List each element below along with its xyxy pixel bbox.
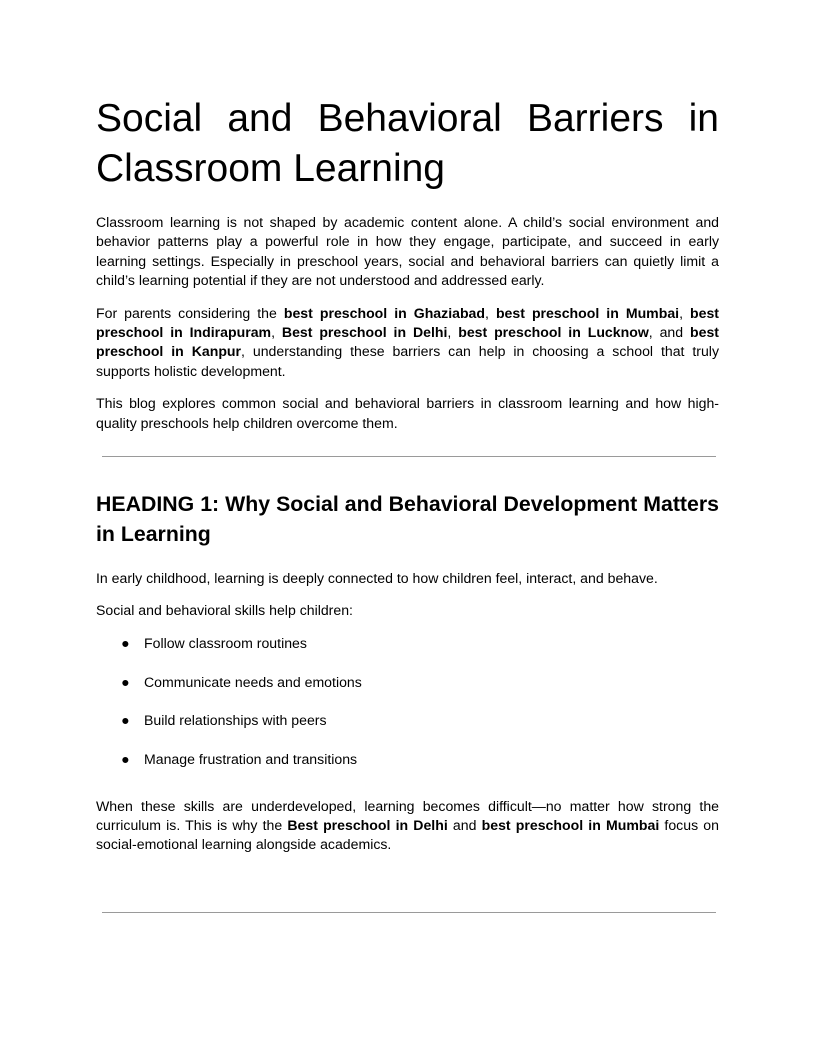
text-run: , <box>679 304 691 321</box>
keyword-lucknow: best preschool in Lucknow <box>458 324 649 341</box>
text-run: and <box>447 817 482 834</box>
bullet-icon: ● <box>121 712 130 729</box>
skills-list <box>96 634 719 770</box>
list-item-text: Follow classroom routines <box>144 634 307 651</box>
text-run: focus on social-emotional learning alongside academics. <box>96 817 719 853</box>
page-title: Social and Behavioral Barriers in Classroom Learning <box>96 97 719 190</box>
list-item <box>96 750 719 769</box>
keyword-mumbai: best preschool in Mumbai <box>495 304 680 321</box>
text-run: , <box>271 324 282 341</box>
bullet-icon: ● <box>121 673 130 690</box>
list-item-text: Manage frustration and transitions <box>144 751 358 768</box>
horizontal-divider <box>102 912 716 913</box>
keyword-kanpur: best preschool in Kanpur <box>96 324 719 360</box>
text-run: , <box>447 324 459 341</box>
list-item-text: Communicate needs and emotions <box>144 673 362 690</box>
text-run: For parents considering the <box>96 304 284 321</box>
list-item <box>96 634 719 653</box>
section-paragraph-2: Social and behavioral skills help children: <box>96 602 353 619</box>
horizontal-divider <box>102 456 716 457</box>
keyword-delhi: Best preschool in Delhi <box>281 324 448 341</box>
bullet-icon: ● <box>121 751 130 768</box>
closing-paragraph <box>96 797 719 855</box>
parents-paragraph <box>96 304 719 382</box>
intro-paragraph: Classroom learning is not shaped by academic content alone. A child’s social environment and behavior patterns play a powerful role in how they engage, participate, and succeed in early learning settings. Especially in preschool years, social and behavioral barriers can quietly limit a child’s learning potential if they are not understood and addressed early. <box>96 214 719 289</box>
section-heading: HEADING 1: Why Social and Behavioral Development Matters in Learning <box>96 492 719 547</box>
list-item <box>96 711 719 730</box>
list-item <box>96 673 719 692</box>
document-page <box>96 94 719 913</box>
keyword-ghaziabad: best preschool in Ghaziabad <box>283 304 486 321</box>
text-run: , understanding these barriers can help in choosing a school that truly supports holistic development. <box>96 343 719 379</box>
section-paragraph-1: In early childhood, learning is deeply connected to how children feel, interact, and behave. <box>96 570 658 587</box>
list-item-text: Build relationships with peers <box>144 712 327 729</box>
text-run: , and <box>648 324 690 341</box>
keyword-mumbai: best preschool in Mumbai <box>481 817 660 834</box>
keyword-indirapuram: best preschool in Indirapuram <box>96 304 719 341</box>
text-run: , <box>485 304 496 321</box>
text-run: When these skills are underdeveloped, learning becomes difficult—no matter how strong the curriculum is. This is why the <box>96 797 719 834</box>
bullet-icon: ● <box>121 634 130 651</box>
blog-paragraph: This blog explores common social and behavioral barriers in classroom learning and how high-quality preschools help children overcome them. <box>96 395 719 431</box>
keyword-delhi: Best preschool in Delhi <box>287 817 448 834</box>
